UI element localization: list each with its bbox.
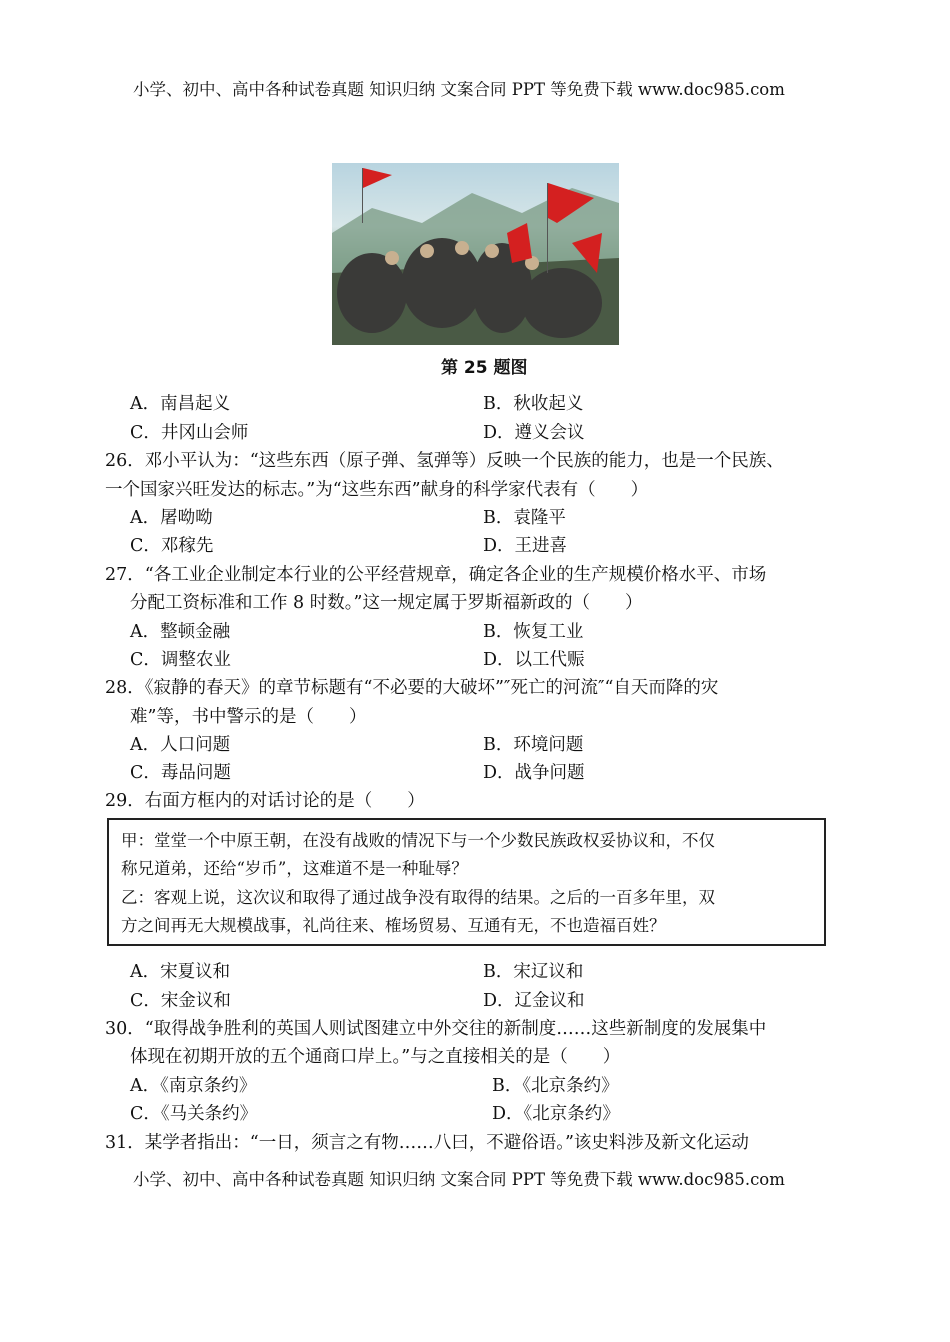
- option-a[interactable]: A．南昌起义: [130, 394, 231, 414]
- option-b[interactable]: B．袁隆平: [483, 508, 566, 528]
- option-d[interactable]: D．以工代赈: [483, 650, 585, 670]
- question-28-stem: 28．《寂静的春天》的章节标题有“不必要的大破坏”″死亡的河流″“自天而降的灾: [105, 678, 719, 698]
- option-c[interactable]: C．毒品问题: [130, 763, 231, 783]
- option-a[interactable]: A．宋夏议和: [130, 962, 231, 982]
- question-30-stem: 30．“取得战争胜利的英国人则试图建立中外交往的新制度……这些新制度的发展集中: [105, 1019, 767, 1039]
- dialogue-line: 方之间再无大规模战事，礼尚往来、榷场贸易、互通有无，不也造福百姓？: [121, 916, 666, 935]
- option-c[interactable]: C．宋金议和: [130, 991, 231, 1011]
- painting-illustration: [332, 163, 619, 345]
- dialogue-line: 称兄道弟，还给“岁币”，这难道不是一种耻辱？: [121, 859, 468, 878]
- option-a[interactable]: A．《南京条约》: [130, 1076, 257, 1096]
- painting-figure: [332, 163, 619, 345]
- question-28-stem-cont: 难”等，书中警示的是（ ）: [130, 707, 367, 727]
- dialogue-box: [107, 818, 826, 946]
- option-b[interactable]: B．恢复工业: [483, 622, 584, 642]
- option-d[interactable]: D．战争问题: [483, 763, 585, 783]
- option-b[interactable]: B．宋辽议和: [483, 962, 584, 982]
- option-d[interactable]: D．遵义会议: [483, 423, 585, 443]
- question-27-stem-cont: 分配工资标准和工作 8 时数。”这一规定属于罗斯福新政的（ ）: [130, 593, 643, 613]
- question-29-stem: 29．右面方框内的对话讨论的是（ ）: [105, 791, 425, 811]
- option-a[interactable]: A．整顿金融: [130, 622, 231, 642]
- question-31-stem: 31．某学者指出：“一日，须言之有物……八曰，不避俗语。”该史料涉及新文化运动: [105, 1133, 749, 1153]
- question-27-stem: 27．“各工业企业制定本行业的公平经营规章，确定各企业的生产规模价格水平、市场: [105, 565, 767, 585]
- dialogue-line: 乙：客观上说，这次议和取得了通过战争没有取得的结果。之后的一百多年里，双: [121, 888, 715, 907]
- question-26-stem-cont: 一个国家兴旺发达的标志。”为“这些东西”献身的科学家代表有（ ）: [105, 480, 649, 500]
- option-c[interactable]: C．《马关条约》: [130, 1104, 258, 1124]
- option-b[interactable]: B．环境问题: [483, 735, 584, 755]
- question-26-stem: 26．邓小平认为：“这些东西（原子弹、氢弹等）反映一个民族的能力，也是一个民族、: [105, 451, 784, 471]
- option-b[interactable]: B．秋收起义: [483, 394, 584, 414]
- option-c[interactable]: C．邓稼先: [130, 536, 214, 556]
- page-header: 小学、初中、高中各种试卷真题 知识归纳 文案合同 PPT 等免费下载 www.doc985.com: [133, 80, 785, 99]
- figure-caption: 第 25 题图: [441, 358, 528, 378]
- question-30-stem-cont: 体现在初期开放的五个通商口岸上。”与之直接相关的是（ ）: [130, 1047, 621, 1067]
- option-d[interactable]: D．《北京条约》: [492, 1104, 620, 1124]
- page-footer: 小学、初中、高中各种试卷真题 知识归纳 文案合同 PPT 等免费下载 www.doc985.com: [133, 1170, 785, 1189]
- option-a[interactable]: A．屠呦呦: [130, 508, 213, 528]
- dialogue-line: 甲：堂堂一个中原王朝，在没有战败的情况下与一个少数民族政权妥协议和，不仅: [121, 831, 715, 850]
- option-b[interactable]: B．《北京条约》: [492, 1076, 619, 1096]
- option-d[interactable]: D．王进喜: [483, 536, 568, 556]
- option-c[interactable]: C．井冈山会师: [130, 423, 249, 443]
- option-c[interactable]: C．调整农业: [130, 650, 231, 670]
- option-a[interactable]: A．人口问题: [130, 735, 231, 755]
- option-d[interactable]: D．辽金议和: [483, 991, 585, 1011]
